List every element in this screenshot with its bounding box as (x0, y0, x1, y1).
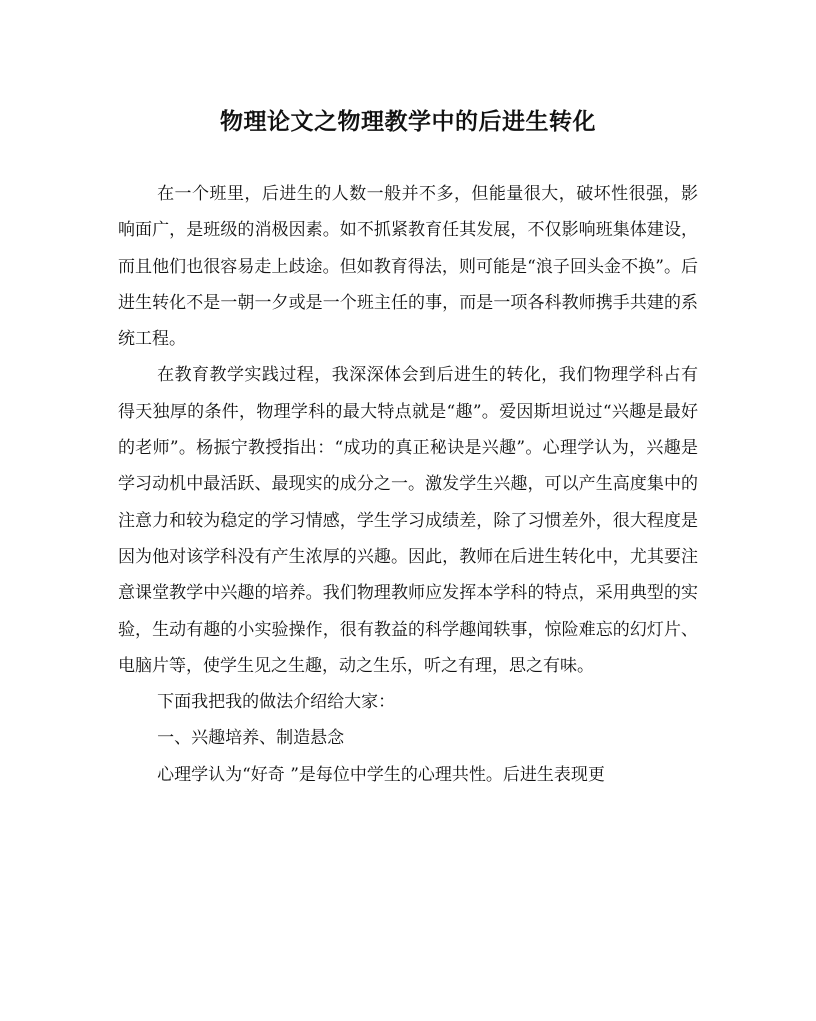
paragraph-intro: 在一个班里，后进生的人数一般并不多，但能量很大，破坏性很强，影响面广，是班级的消极因素。如不抓紧教育任其发展，不仅影响班集体建设，而且他们也很容易走上歧途。但如教育得法，则可能是“浪子回头金不换”。后进生转化不是一朝一夕或是一个班主任的事，而是一项各科教师携手共建的系统工程。 (118, 184, 698, 350)
paragraph-method-intro: 下面我把我的做法介绍给大家： (157, 692, 396, 713)
document-title: 物理论文之物理教学中的后进生转化 (220, 108, 596, 135)
paragraph-curiosity: 心理学认为“好奇 ”是每位中学生的心理共性。后进生表现更 (157, 764, 605, 785)
paragraph-interest: 在教育教学实践过程，我深深体会到后进生的转化，我们物理学科占有得天独厚的条件，物理学科的最大特点就是“趣”。爱因斯坦说过“兴趣是最好的老师”。杨振宁教授指出：“成功的真正秘诀是兴趣”。心理学认为，兴趣是学习动机中最活跃、最现实的成分之一。激发学生兴趣，可以产生高度集中的注意力和较为稳定的学习情感，学生学习成绩差，除了习惯差外，很大程度是因为他对该学科没有产生浓厚的兴趣。因此，教师在后进生转化中，尤其要注意课堂教学中兴趣的培养。我们物理教师应发挥本学科的特点，采用典型的实验，生动有趣的小实验操作，很有教益的科学趣闻轶事，惊险难忘的幻灯片、电脑片等，使学生见之生趣，动之生乐，听之有理，思之有味。 (118, 365, 698, 676)
section-heading-1: 一、兴趣培养、制造悬念 (157, 728, 345, 749)
document-body (118, 176, 698, 793)
